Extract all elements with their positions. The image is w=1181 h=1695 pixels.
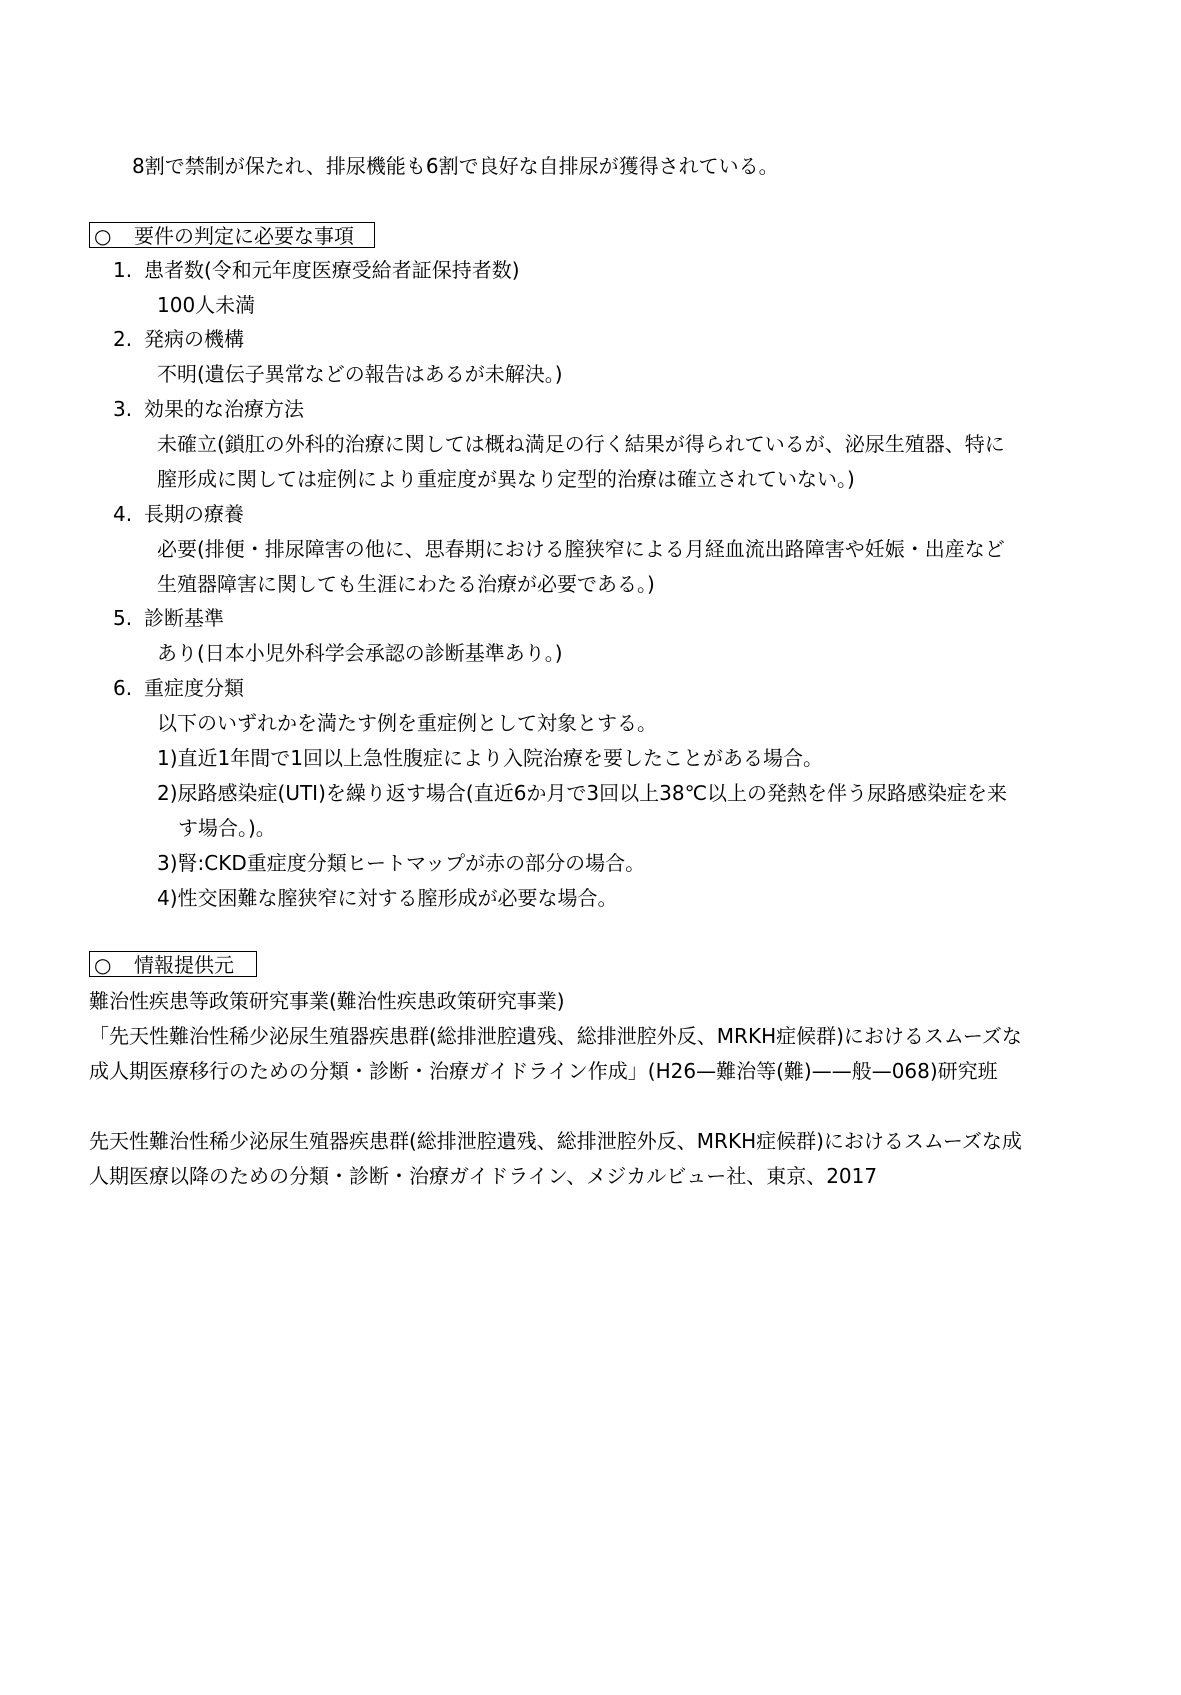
item-text: 未確立(鎖肛の外科的治療に関しては概ね満足の行く結果が得られているが、泌尿生殖器、特に <box>157 432 1005 456</box>
item-label: 効果的な治療方法 <box>144 397 304 421</box>
criteria-3: 3)腎:CKD重症度分類ヒートマップが赤の部分の場合。 <box>157 851 646 875</box>
circle-marker: ○ <box>94 224 112 248</box>
item-number: 6. <box>113 676 133 700</box>
section-title: 要件の判定に必要な事項 <box>134 224 354 248</box>
item-number: 1. <box>113 258 133 282</box>
item-number: 5. <box>113 606 133 630</box>
intro-line: 8割で禁制が保たれ、排尿機能も6割で良好な自排尿が獲得されている。 <box>132 154 779 178</box>
section-heading-requirements <box>89 222 375 248</box>
source-line: 難治性疾患等政策研究事業(難治性疾患政策研究事業) <box>89 989 565 1013</box>
item-number: 2. <box>113 327 133 351</box>
item-text: 膣形成に関しては症例により重症度が異なり定型的治療は確立されていない。) <box>157 467 855 491</box>
source-line: 「先天性難治性稀少泌尿生殖器疾患群(総排泄腔遺残、総排泄腔外反、MRKH症候群)におけるスムーズな <box>89 1024 1022 1048</box>
criteria-4: 4)性交困難な膣狭窄に対する膣形成が必要な場合。 <box>157 886 618 910</box>
source-line: 成人期医療移行のための分類・診断・治療ガイドライン作成」(H26—難治等(難)——般—068)研究班 <box>89 1059 998 1083</box>
item-number: 3. <box>113 397 133 421</box>
criteria-2-cont: す場合。)。 <box>178 816 276 840</box>
reference-line: 人期医療以降のための分類・診断・治療ガイドライン、メジカルビュー社、東京、2017 <box>89 1164 878 1188</box>
section-heading-source <box>89 951 257 977</box>
criteria-2: 2)尿路感染症(UTI)を繰り返す場合(直近6か月で3回以上38℃以上の発熱を伴う尿路感染症を来 <box>157 781 1008 805</box>
criteria-1: 1)直近1年間で1回以上急性腹症により入院治療を要したことがある場合。 <box>157 746 823 770</box>
item-text: 生殖器障害に関しても生涯にわたる治療が必要である。) <box>157 572 655 596</box>
item-number: 4. <box>113 502 133 526</box>
item-text: 100人未満 <box>157 293 256 317</box>
item-text: あり(日本小児外科学会承認の診断基準あり。) <box>157 641 563 665</box>
section-title: 情報提供元 <box>134 953 234 977</box>
item-label: 診断基準 <box>144 606 224 630</box>
item-label: 発病の機構 <box>144 327 244 351</box>
circle-marker: ○ <box>94 953 112 977</box>
item-text: 不明(遺伝子異常などの報告はあるが未解決。) <box>157 362 563 386</box>
item-text: 以下のいずれかを満たす例を重症例として対象とする。 <box>157 711 657 735</box>
item-label: 長期の療養 <box>144 502 244 526</box>
item-label: 患者数(令和元年度医療受給者証保持者数) <box>144 258 520 282</box>
item-label: 重症度分類 <box>144 676 244 700</box>
reference-line: 先天性難治性稀少泌尿生殖器疾患群(総排泄腔遺残、総排泄腔外反、MRKH症候群)におけるスムーズな成 <box>89 1129 1022 1153</box>
item-text: 必要(排便・排尿障害の他に、思春期における膣狭窄による月経血流出路障害や妊娠・出産など <box>157 537 1005 561</box>
